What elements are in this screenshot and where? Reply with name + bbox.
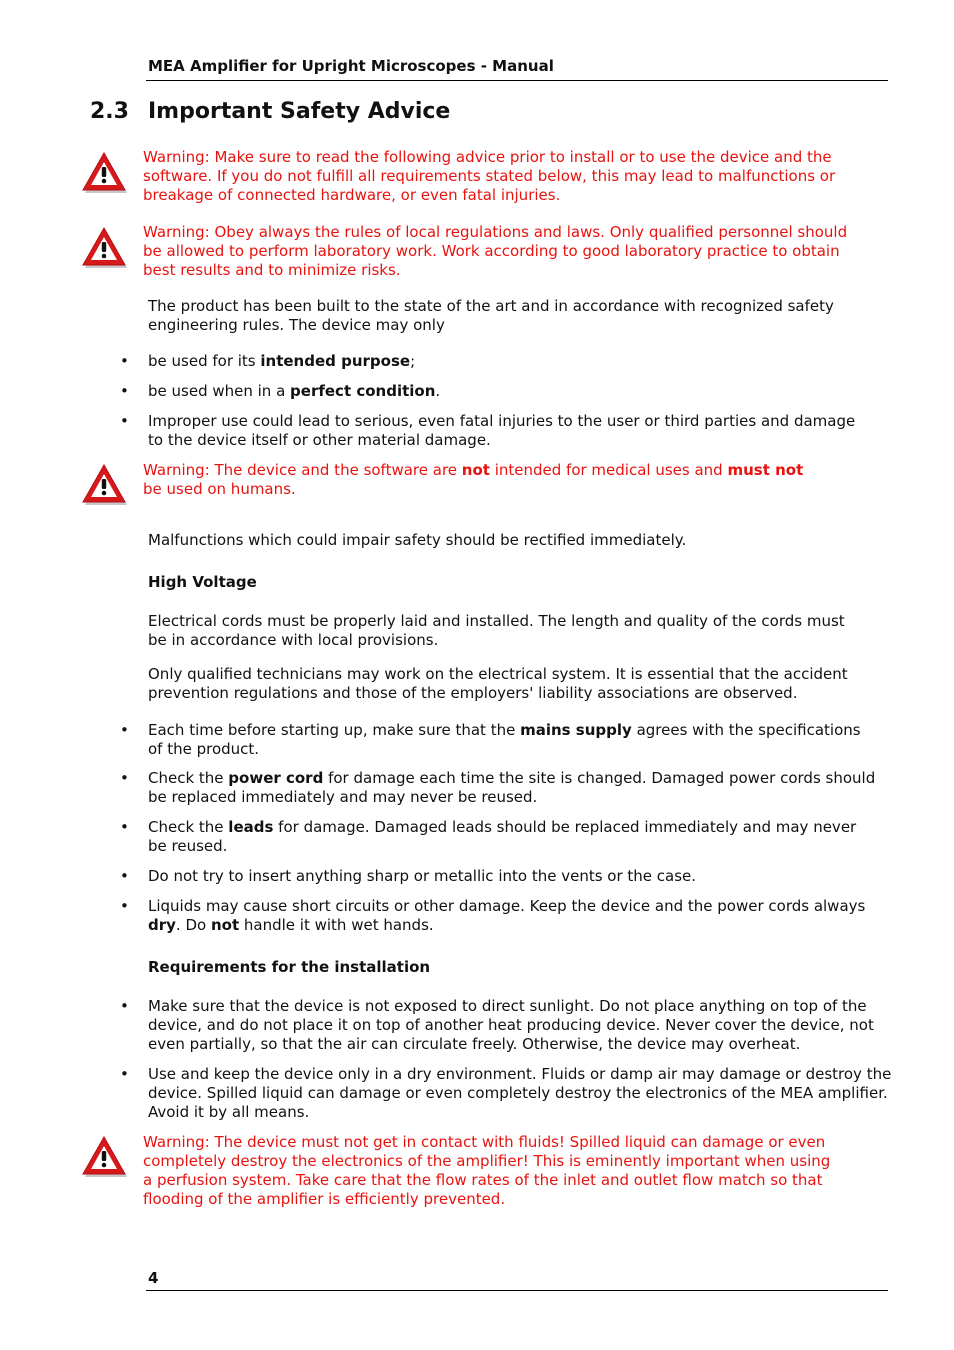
bullet-marker: • [120, 1065, 129, 1083]
warning-3: Warning: The device and the software are not intended for medical uses and must not be used on humans. [143, 461, 804, 498]
list-item: Each time before starting up, make sure that the mains supply agrees with the specifications of the product. [148, 721, 861, 758]
warning-4: Warning: The device must not get in contact with fluids! Spilled liquid can damage or even completely destroy the electronics of the amplifier! This is eminently important when using a perfusion system. Take care that the flow rates of the inlet and outlet flow match so that flooding of the amplifier is efficiently prevented. [143, 1133, 831, 1208]
header-rule [146, 80, 888, 81]
list-item: Check the leads for damage. Damaged leads should be replaced immediately and may never be reused. [148, 818, 857, 855]
warning-triangle-icon [80, 463, 128, 507]
footer-rule [146, 1290, 888, 1291]
list-item: Liquids may cause short circuits or other damage. Keep the device and the power cords always dry. Do not handle it with wet hands. [148, 897, 866, 934]
bullet-marker: • [120, 352, 129, 370]
list-item: be used when in a perfect condition. [148, 382, 441, 400]
intro-paragraph: The product has been built to the state of the art and in accordance with recognized safety engineering rules. The device may only [148, 297, 834, 334]
warning-triangle-icon [80, 1135, 128, 1179]
warning-triangle-icon [80, 226, 128, 270]
bullet-marker: • [120, 867, 129, 885]
page-number: 4 [148, 1269, 159, 1287]
installation-heading: Requirements for the installation [148, 958, 431, 976]
bullet-marker: • [120, 412, 129, 430]
malfunctions-text: Malfunctions which could impair safety should be rectified immediately. [148, 531, 687, 549]
list-item: Check the power cord for damage each time the site is changed. Damaged power cords should be replaced immediately and may never be reused. [148, 769, 876, 806]
bullet-marker: • [120, 897, 129, 915]
running-header: MEA Amplifier for Upright Microscopes - Manual [148, 57, 554, 75]
warning-triangle-icon [80, 151, 128, 195]
high-voltage-paragraph-2: Only qualified technicians may work on the electrical system. It is essential that the accident prevention regulations and those of the employers' liability associations are observed. [148, 665, 848, 702]
list-item: Improper use could lead to serious, even fatal injuries to the user or third parties and damage to the device itself or other material damage. [148, 412, 856, 449]
bullet-marker: • [120, 818, 129, 836]
warning-2: Warning: Obey always the rules of local regulations and laws. Only qualified personnel should be allowed to perform laboratory work. Work according to good laboratory practice to obtain best results and to minimize risks. [143, 223, 848, 279]
list-item: Use and keep the device only in a dry environment. Fluids or damp air may damage or destroy the device. Spilled liquid can damage or even completely destroy the electronics of the MEA amplifier. Avoid it by all means. [148, 1065, 892, 1121]
bullet-marker: • [120, 721, 129, 739]
bullet-marker: • [120, 382, 129, 400]
bullet-marker: • [120, 997, 129, 1015]
high-voltage-heading: High Voltage [148, 573, 257, 591]
section-number: 2.3 [90, 99, 129, 124]
warning-1: Warning: Make sure to read the following advice prior to install or to use the device and the software. If you do not fulfill all requirements stated below, this may lead to malfunctions or breakage of connected hardware, or even fatal injuries. [143, 148, 836, 204]
list-item: be used for its intended purpose; [148, 352, 416, 370]
high-voltage-paragraph-1: Electrical cords must be properly laid and installed. The length and quality of the cords must be in accordance with local provisions. [148, 612, 845, 649]
list-item: Do not try to insert anything sharp or metallic into the vents or the case. [148, 867, 697, 885]
section-title: Important Safety Advice [148, 99, 451, 124]
list-item: Make sure that the device is not exposed to direct sunlight. Do not place anything on top of the device, and do not place it on top of another heat producing device. Never cover the device, not even partially, so that the air can circulate freely. Otherwise, the device may overheat. [148, 997, 874, 1053]
bullet-marker: • [120, 769, 129, 787]
section-heading [90, 99, 450, 124]
